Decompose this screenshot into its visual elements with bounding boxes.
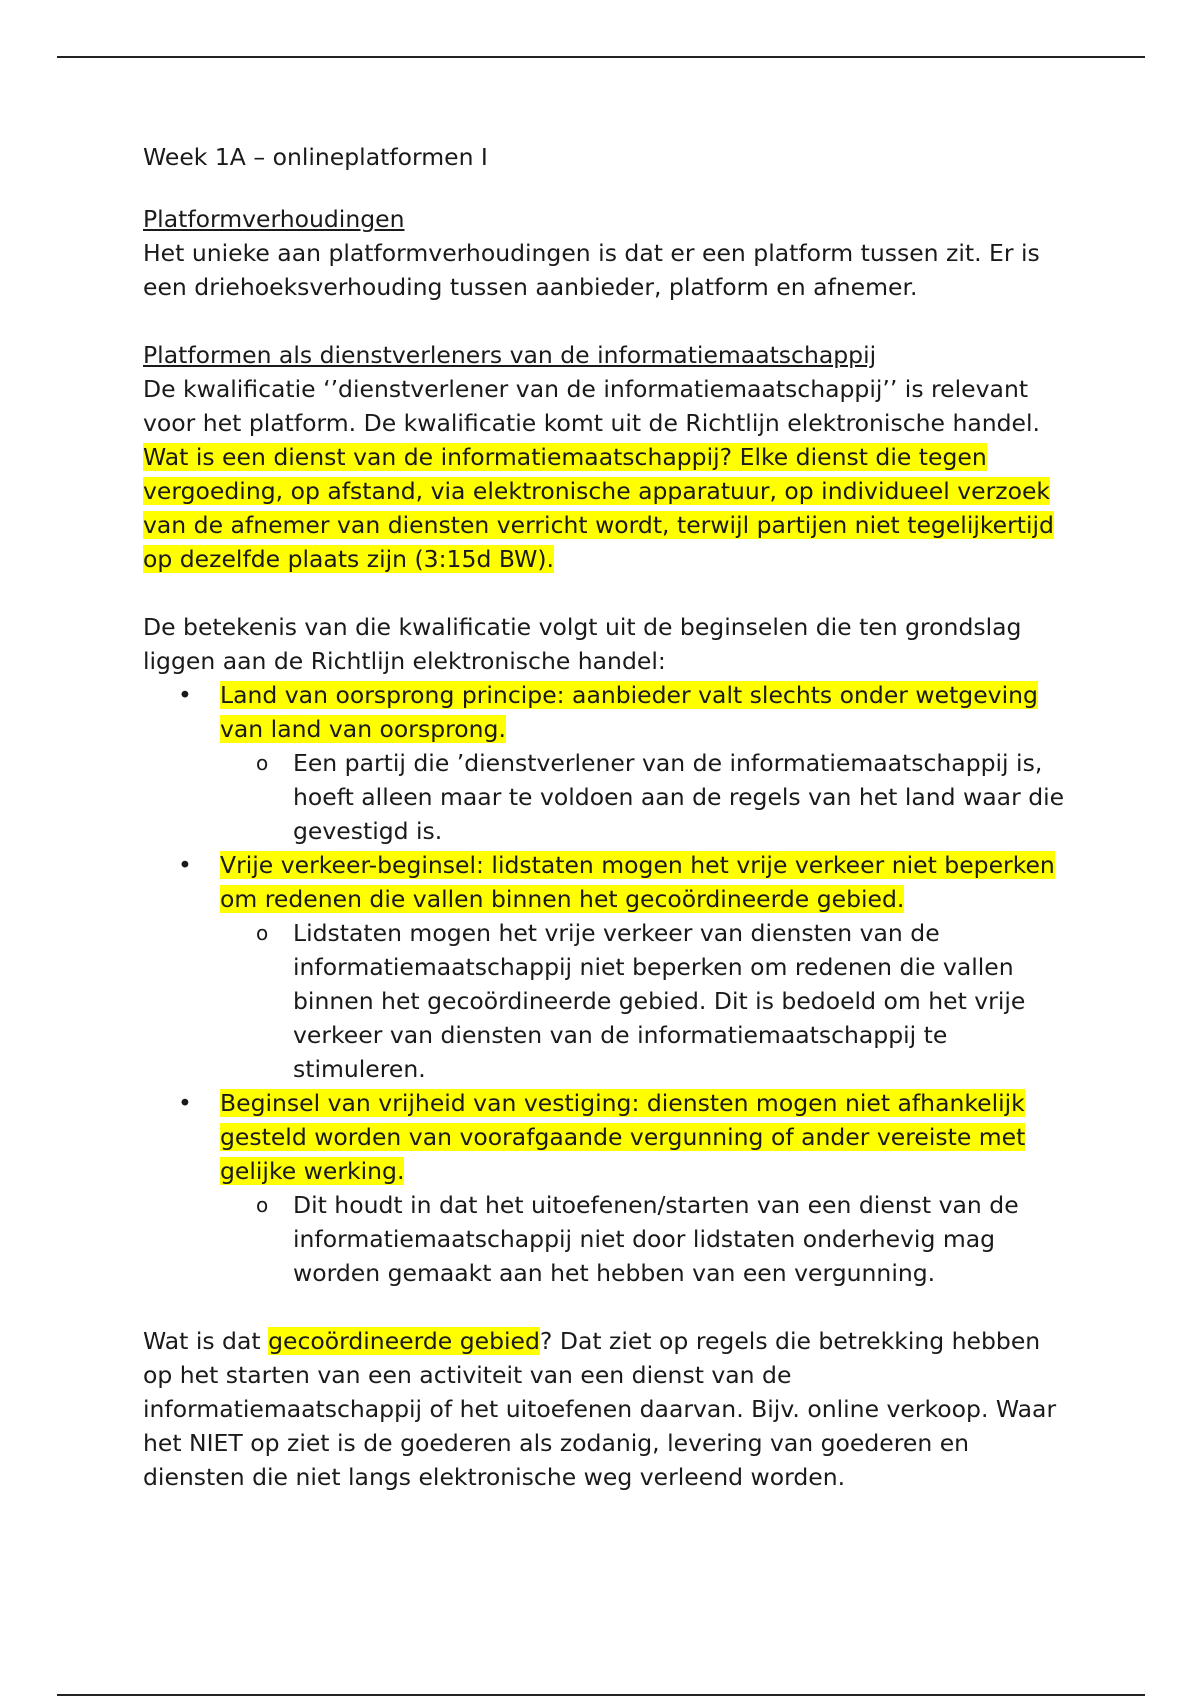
sub-list-item xyxy=(220,1188,1073,1290)
footer-rule xyxy=(57,1694,1145,1696)
bullet-icon: • xyxy=(178,1089,192,1117)
sub-bullet-icon: o xyxy=(256,751,269,775)
sub-list-item xyxy=(220,916,1073,1086)
sub-bullet-icon: o xyxy=(256,1193,269,1217)
paragraph-gecoordineerde-gebied xyxy=(143,1324,1073,1494)
principle-title: Beginsel van vrijheid van vestiging: diensten mogen niet afhankelijk gesteld worden van voorafgaande vergunning of ander vereiste met gelijke werking. xyxy=(220,1089,1026,1185)
sub-list xyxy=(220,916,1073,1086)
sub-bullet-icon: o xyxy=(256,921,269,945)
list-item xyxy=(143,678,1073,848)
principles-list xyxy=(143,678,1073,1290)
paragraph-suffix: ? Dat ziet op regels die betrekking hebben op het starten van een activiteit van een dienst van de informatiemaatschappij of het uitoefenen daarvan. Bijv. online verkoop. Waar het NIET op ziet is de goederen als zodanig, levering van goederen en diensten die niet langs elektronische weg verleend worden. xyxy=(143,1327,1057,1491)
bullet-icon: • xyxy=(178,681,192,709)
principle-detail: Lidstaten mogen het vrije verkeer van diensten van de informatiemaatschappij niet beperken om redenen die vallen binnen het gecoördineerde gebied. Dit is bedoeld om het vrije verkeer van diensten van de informatiemaatschappij te stimuleren. xyxy=(293,919,1026,1083)
page-title: Week 1A – onlineplatformen I xyxy=(143,143,488,171)
section-heading-platformverhoudingen: Platformverhoudingen xyxy=(143,205,405,233)
section-heading-dienstverleners: Platformen als dienstverleners van de informatiemaatschappij xyxy=(143,341,877,369)
header-rule xyxy=(57,56,1145,58)
paragraph-platformverhoudingen: Het unieke aan platformverhoudingen is dat er een platform tussen zit. Er is een driehoeksverhouding tussen aanbieder, platform en afnemer. xyxy=(143,239,1040,301)
paragraph-dienstverleners-text: De kwalificatie ‘’dienstverlener van de informatiemaatschappij’’ is relevant voor het platform. De kwalificatie komt uit de Richtlijn elektronische handel. xyxy=(143,375,1041,437)
bullet-icon: • xyxy=(178,851,192,879)
sub-list-item xyxy=(220,746,1073,848)
list-item xyxy=(143,848,1073,1086)
highlighted-definition: Wat is een dienst van de informatiemaatschappij? Elke dienst die tegen vergoeding, op afstand, via elektronische apparatuur, op individueel verzoek van de afnemer van diensten verricht wordt, terwijl partijen niet tegelijkertijd op dezelfde plaats zijn (3:15d BW). xyxy=(143,443,1054,573)
list-item xyxy=(143,1086,1073,1290)
principle-detail: Dit houdt in dat het uitoefenen/starten van een dienst van de informatiemaatschappij niet door lidstaten onderhevig mag worden gemaakt aan het hebben van een vergunning. xyxy=(293,1191,1019,1287)
paragraph-prefix: Wat is dat xyxy=(143,1327,269,1355)
sub-list xyxy=(220,746,1073,848)
sub-list xyxy=(220,1188,1073,1290)
highlighted-term: gecoördineerde gebied xyxy=(268,1327,540,1355)
document-body xyxy=(143,140,1073,1494)
principle-detail: Een partij die ’dienstverlener van de informatiemaatschappij is, hoeft alleen maar te voldoen aan de regels van het land waar die gevestigd is. xyxy=(293,749,1065,845)
paragraph-beginselen-intro: De betekenis van die kwalificatie volgt uit de beginselen die ten grondslag liggen aan de Richtlijn elektronische handel: xyxy=(143,613,1022,675)
principle-title: Vrije verkeer-beginsel: lidstaten mogen het vrije verkeer niet beperken om redenen die vallen binnen het gecoördineerde gebied. xyxy=(220,851,1055,913)
principle-title: Land van oorsprong principe: aanbieder valt slechts onder wetgeving van land van oorsprong. xyxy=(220,681,1038,743)
paragraph-dienstverleners xyxy=(143,372,1073,576)
